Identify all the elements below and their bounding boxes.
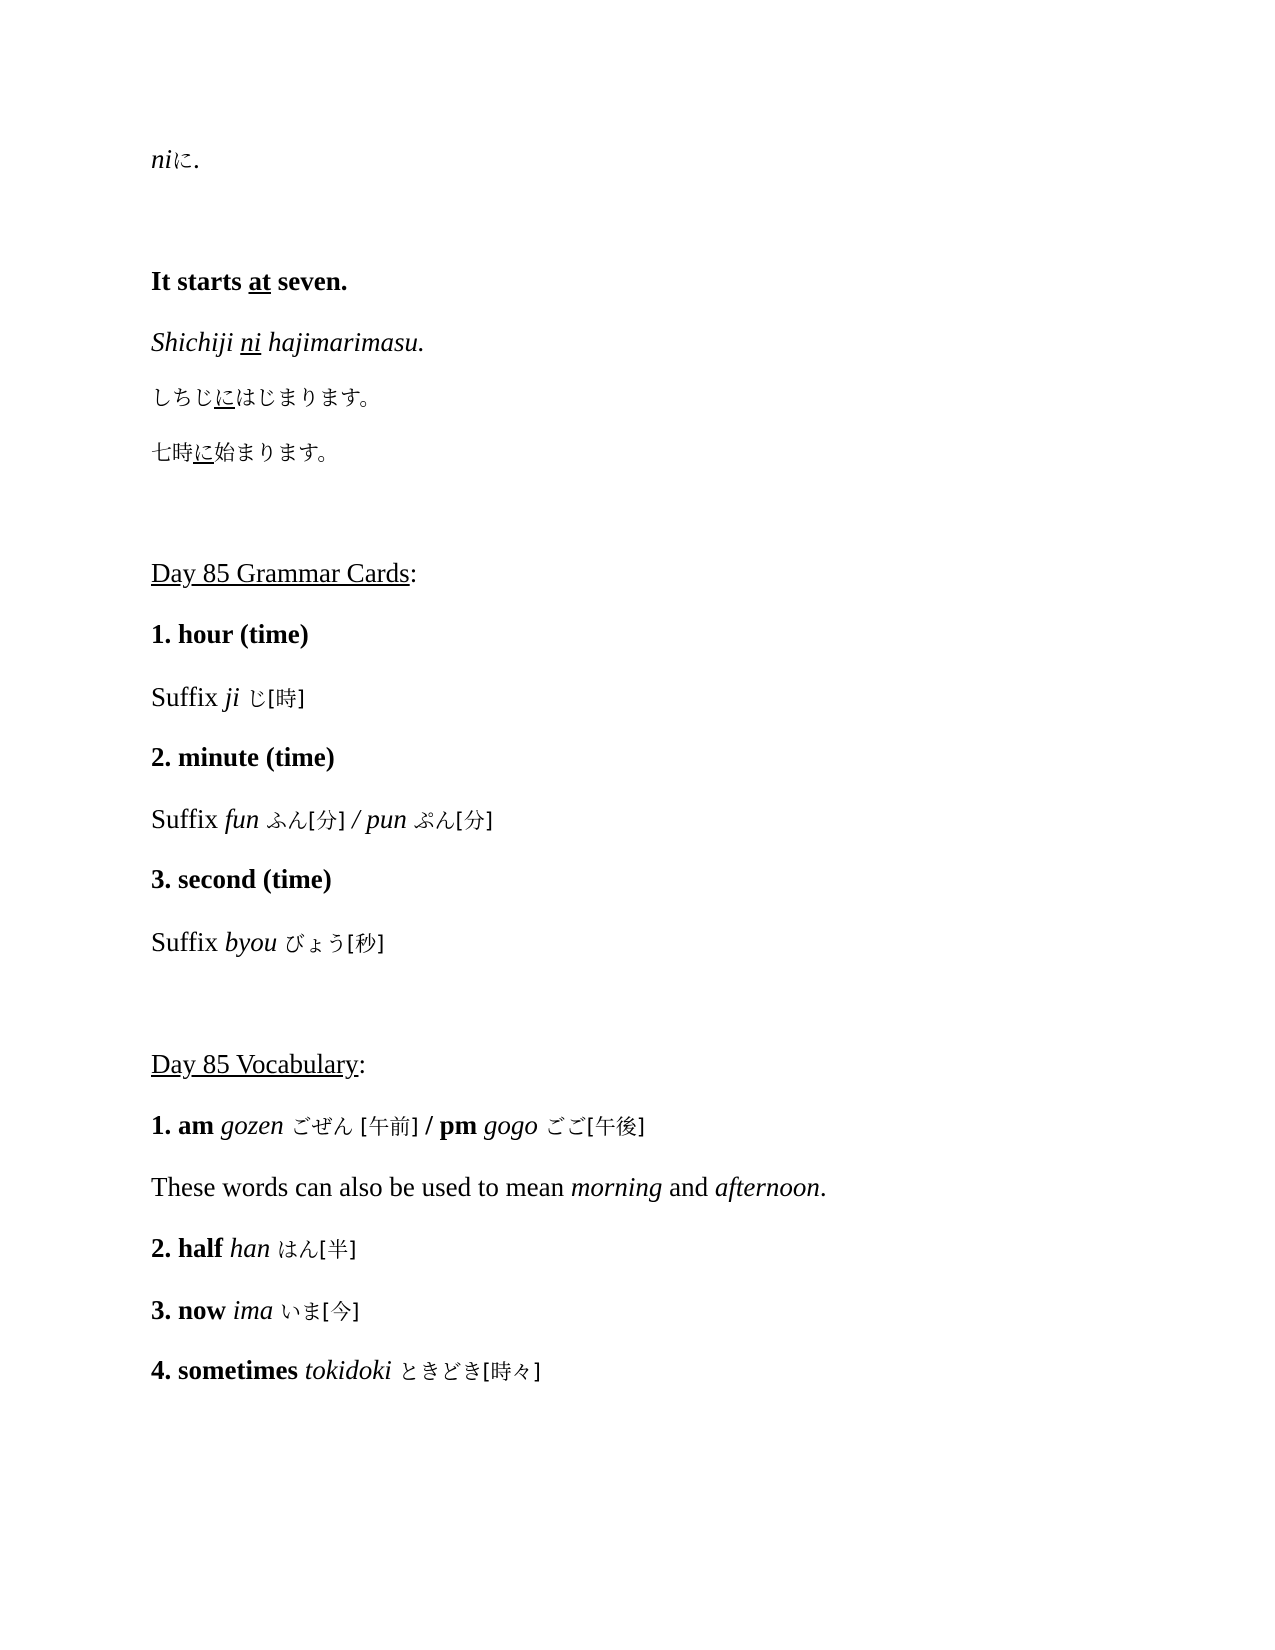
fragment-line xyxy=(151,143,200,175)
vocab-romaji-alt: gogo xyxy=(483,1110,538,1140)
vocab-romaji: gozen xyxy=(220,1110,284,1140)
fragment-romaji: ni xyxy=(151,144,173,174)
vocab-item xyxy=(151,1109,645,1141)
suffix-separator: / xyxy=(345,804,367,834)
suffix-japanese: びょう[秒] xyxy=(277,932,385,956)
example-kana xyxy=(151,386,380,411)
vocab-japanese: はん[半] xyxy=(277,1238,357,1262)
vocab-romaji: tokidoki xyxy=(304,1355,392,1385)
vocab-item xyxy=(151,1354,541,1386)
suffix-japanese: ふん[分] xyxy=(259,809,346,833)
grammar-item-suffix xyxy=(151,681,305,713)
vocabulary-heading-colon: : xyxy=(358,1049,366,1079)
vocab-word: 2. half xyxy=(151,1233,224,1263)
example-kanji-underlined: に xyxy=(193,441,214,465)
suffix-romaji: ji xyxy=(224,682,240,712)
vocab-separator: / xyxy=(418,1110,440,1140)
example-kanji xyxy=(151,441,338,466)
vocab-note xyxy=(151,1171,827,1203)
suffix-label: Suffix xyxy=(151,682,225,712)
example-english-pre: It starts xyxy=(151,266,249,296)
vocab-japanese: いま[今] xyxy=(280,1300,360,1324)
example-romaji-post: hajimarimasu. xyxy=(261,327,425,357)
example-english xyxy=(151,265,347,297)
vocab-word: 3. now xyxy=(151,1295,227,1325)
vocab-japanese: ごぜん [午前] xyxy=(290,1115,419,1139)
example-romaji xyxy=(151,326,425,358)
example-kana-pre: しちじ xyxy=(151,386,214,410)
suffix-romaji-alt: pun xyxy=(366,804,407,834)
vocab-note-afternoon: afternoon xyxy=(714,1172,820,1202)
example-kanji-pre: 七時 xyxy=(151,441,193,465)
vocab-item xyxy=(151,1232,356,1264)
example-kanji-post: 始まります。 xyxy=(214,441,339,465)
vocab-word: 1. am xyxy=(151,1110,214,1140)
vocab-japanese: ときどき[時々] xyxy=(398,1360,541,1384)
vocab-romaji: ima xyxy=(232,1295,274,1325)
grammar-item-suffix xyxy=(151,803,493,835)
vocab-romaji: han xyxy=(229,1233,271,1263)
vocab-japanese-alt: ごご[午後] xyxy=(544,1115,645,1139)
grammar-item-title: 2. minute (time) xyxy=(151,742,335,772)
example-english-underlined: at xyxy=(248,266,271,296)
grammar-heading: Day 85 Grammar Cards xyxy=(151,558,410,588)
example-kana-underlined: に xyxy=(214,386,235,410)
example-romaji-underlined: ni xyxy=(240,327,262,357)
suffix-romaji: fun xyxy=(224,804,260,834)
fragment-period: . xyxy=(193,144,200,174)
example-kana-post: はじまります。 xyxy=(235,386,381,410)
vocab-note-mid: and xyxy=(662,1172,715,1202)
grammar-item-suffix xyxy=(151,926,384,958)
example-english-post: seven. xyxy=(270,266,348,296)
suffix-label: Suffix xyxy=(151,804,225,834)
suffix-japanese-alt: ぷん[分] xyxy=(406,809,493,833)
vocabulary-heading: Day 85 Vocabulary xyxy=(151,1049,359,1079)
grammar-heading-colon: : xyxy=(409,558,418,588)
vocab-note-morning: morning xyxy=(570,1172,663,1202)
example-romaji-pre: Shichiji xyxy=(151,327,241,357)
vocab-word: 4. sometimes xyxy=(151,1355,298,1385)
grammar-item-title: 3. second (time) xyxy=(151,864,332,894)
suffix-label: Suffix xyxy=(151,927,225,957)
suffix-romaji: byou xyxy=(224,927,278,957)
grammar-item-title: 1. hour (time) xyxy=(151,619,309,649)
grammar-heading-line xyxy=(151,557,417,589)
vocab-note-pre: These words can also be used to mean xyxy=(151,1172,571,1202)
fragment-kana: に xyxy=(172,149,194,173)
suffix-japanese: じ[時] xyxy=(239,687,305,711)
vocab-item xyxy=(151,1294,359,1326)
vocab-note-post: . xyxy=(819,1172,827,1202)
vocabulary-heading-line xyxy=(151,1048,366,1080)
vocab-word-alt: pm xyxy=(439,1110,478,1140)
